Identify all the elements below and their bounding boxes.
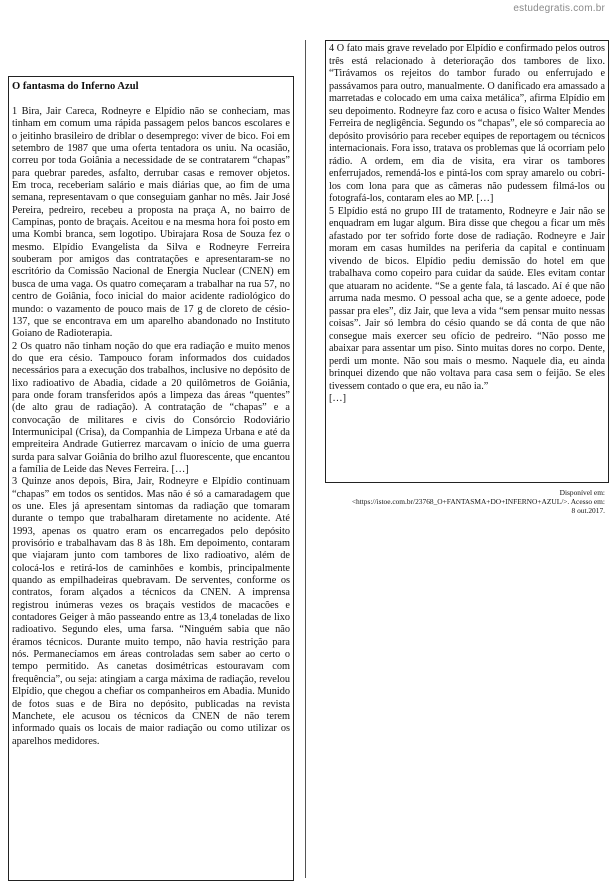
paragraph-1: 1 Bira, Jair Careca, Rodneyre e Elpídio não se conheciam, mas tinham em comum uma rápida passagem pelos bancos escolares e o jeitinho brasileiro de driblar o desemprego: viver de bico. Foi em setembro de 1987 que uma oferta tentadora os uniu. Na ocasião, correu por toda Goiânia a necessidade de se contratarem “chapas” para quebrar paredes, asfalto, derrubar casas e remover objetos. Em troca, receberiam salário e mais diárias que, ao fim de uma semana, representavam o que conseguiam ganhar no mês. Jair José Pereira, pedreiro, recebeu a proposta na praça A, no bairro de Campinas, ponto de braçais. Aceitou e na mesma hora foi posto em uma Kombi branca, sem logotipo. Ubirajara Rosa de Souza fez o mesmo. Elpídio Evangelista da Silva e Rodneyre Ferreira souberam por amigos das contratações e apresentaram-se no escritório da Comissão Nacional de Energia Nuclear (CNEN) em busca de uma vaga. Os quatro começaram a trabalhar na rua 57, no centro de Goiânia, foco inicial do maior acidente radiológico do mundo: o vazamento de pouco mais de 17 g de cloreto de césio-137, que se encontrava em um aparelho abandonado no Instituto Goiano de Radioterapia. [12,106,290,340]
paragraph-5: 5 Elpídio está no grupo III de tratamento, Rodneyre e Jair não se enquadram em lugar algum. Bira disse que chegou a ficar um mês afastado por ter sofrido forte dose de radiação. Rodneyre e Jair moram em casas humildes na periferia da capital e continuam vivendo de bicos. Elpídio pediu demissão do hotel em que trabalhava como copeiro para cuidar da saúde. Eles evitam contar que atuaram no acidente. “Se a gente fala, tá lascado. Aí é que não arruma nada mesmo. O pessoal acha que, se a gente adoece, pode passar pra eles”, diz Jair, que leva a vida “sem pensar muito nessas coisas”. Jair só lembra do césio quando se dá conta de que não consegue mais exercer seu ofício de pedreiro. “Não posso me abaixar para assentar um piso. Sinto muitas dores no corpo. Dente, perdi um monte. Não sou mais o mesmo. Naquele dia, eu ainda brinquei dizendo que não voltava para casa sem o feijão. Se eles tivessem contado o que era, eu não ia.” [329,205,605,392]
ellipsis-marker: […] [329,393,346,404]
paragraph-3: 3 Quinze anos depois, Bira, Jair, Rodneyre e Elpídio continuam “chapas” em todos os sentidos. Mas não é só a camaradagem que os une. Eles já apresentam sintomas da radiação que tomaram durante o tempo que trabalharam diretamente no acidente. Até 1993, apenas os quatro eram os encarregados pelo depósito provisório e trabalhavam das 8 às 18h. Em depoimento, contaram que viajaram junto com tambores de lixo radioativo, além de colocá-los e retirá-los de caminhões e kombis, principalmente quando as empilhadeiras quebravam. De serventes, conforme os contratos, foram alçados a técnicos da CNEN. A imprensa registrou inúmeras vezes os braçais vestidos de macacões e contadores Geiger à mão passeando entre as 13,4 toneladas de lixo radioativo. Segundo eles, uma farsa. “Ninguém sabia que não éramos técnicos. Durante muito tempo, não havia restrição para nós. Permanecíamos em áreas controladas sem saber ao certo o tempo permitido. As canetas dosimétricas estouravam com frequência”, ou seja: atingiam a carga máxima de radiação, revelou Elpídio, que chegou a chefiar os companheiros em Abadia. Munido de fotos suas e de Bira no depósito, publicadas na revista Manchete, ele acusou os técnicos da CNEN de não terem informado quais os locais de maior radiação ou como utilizar os aparelhos medidores. [12,476,290,747]
column-divider [305,40,306,878]
site-watermark: estudegratis.com.br [513,3,605,14]
article-title: O fantasma do Inferno Azul [12,81,139,92]
article-box-right [325,40,609,483]
paragraph-2: 2 Os quatro não tinham noção do que era radiação e muito menos do que era césio. Tampouco foram informados dos cuidados necessários para a execução dos trabalhos, inclusive no depósito de lixo radioativo de Abadia, cidade a 20 quilômetros de Goiânia, para onde foram transferidos após a limpeza das áreas “quentes” (de alto grau de radiação). A contratação de “chapas” e a convocação de militares e civis do Consórcio Rodoviário Intermunicipal (Crisa), da Companhia de Limpeza Urbana e até da empreiteira Andrade Gutierrez marcavam o início de uma guerra surda para salvar Goiânia do brilho azul fluorescente, que encantou a família de Leide das Neves Ferreira. […] [12,340,290,475]
article-box-left [8,76,294,881]
source-citation [305,488,605,515]
citation-line-3: 8 out.2017. [571,506,605,515]
paragraph-4: 4 O fato mais grave revelado por Elpídio e confirmado pelos outros três está relacionado à deterioração dos tambores de lixo. “Tirávamos os rejeitos do tambor furado ou enferrujado e passávamos para outro, manualmente. O danificado era amassado a marretadas e colocado em uma caixa metálica”, afirma Elpídio em seu depoimento. Rodneyre faz coro e acusa o físico Walter Mendes Ferreira de negligência. Segundo os “chapas”, ele só comparecia ao depósito provisório para receber equipes de reportagem ou técnicos internacionais. Fora isso, tratava os problemas que lá ocorriam pelo rádio. A ordem, em dia de visita, era virar os tambores enferrujados, remendá-los e pintá-los com spray amarelo ou cobri-los com lona para que as câmeras não pudessem filmá-los ou fotografá-los, contaram eles ao MP. […] [329,43,605,204]
citation-line-1: Disponível em: [559,488,605,497]
citation-line-2: <https://istoe.com.br/23768_O+FANTASMA+DO+INFERNO+AZUL/>. Acesso em: [351,497,605,506]
